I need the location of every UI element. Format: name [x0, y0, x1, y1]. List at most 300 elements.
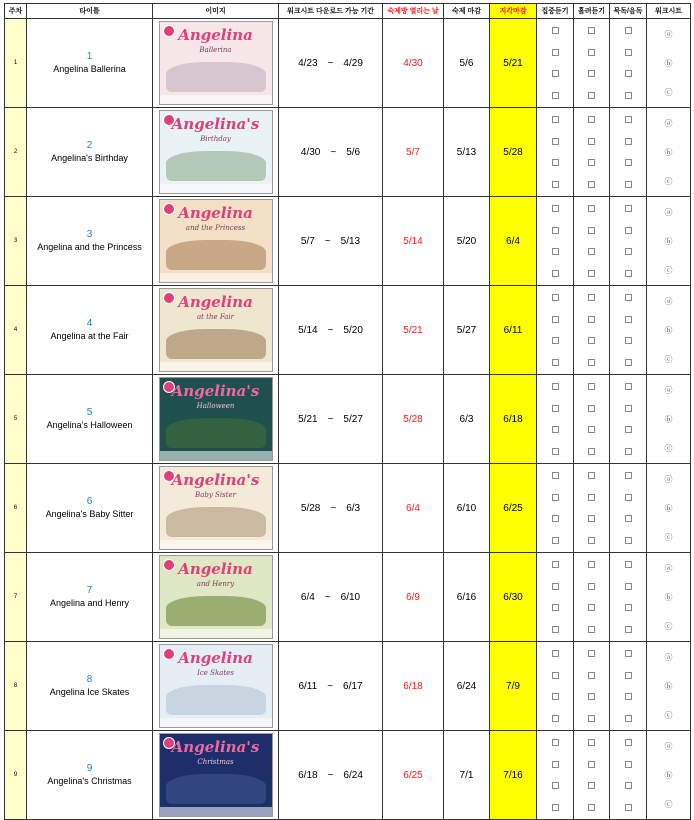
cover-title-main: Angelina	[178, 560, 253, 578]
checkbox[interactable]	[588, 116, 595, 123]
checkbox[interactable]	[625, 359, 632, 366]
period-tilde: ~	[327, 57, 334, 69]
checkbox[interactable]	[552, 715, 559, 722]
cover-title-main: Angelina	[178, 293, 253, 311]
book-number[interactable]: 5	[86, 407, 93, 418]
book-title: Angelina and the Princess	[37, 242, 142, 252]
cover-illustration	[166, 62, 266, 92]
listen-focus-checks	[537, 553, 574, 642]
cover-title	[160, 206, 272, 236]
checkbox[interactable]	[552, 205, 559, 212]
table-row	[5, 375, 691, 464]
checkbox[interactable]	[552, 337, 559, 344]
cover-cell	[153, 731, 279, 820]
worksheet-option[interactable]: ⓐ	[664, 741, 673, 751]
listen-focus-checks	[537, 731, 574, 820]
cover-cell	[153, 197, 279, 286]
checkbox[interactable]	[588, 248, 595, 255]
worksheet-option[interactable]: ⓐ	[664, 474, 673, 484]
checkbox[interactable]	[588, 337, 595, 344]
header-listen-bg: 흘려듣기	[574, 4, 610, 19]
checkbox[interactable]	[625, 604, 632, 611]
worksheet-option[interactable]: ⓒ	[664, 532, 673, 542]
checkbox[interactable]	[552, 804, 559, 811]
cover-title-sub: Ballerina	[199, 46, 232, 54]
worksheet-cell	[647, 464, 691, 553]
worksheet-option[interactable]: ⓐ	[664, 296, 673, 306]
checkbox[interactable]	[625, 561, 632, 568]
book-number[interactable]: 8	[86, 674, 93, 685]
checkbox[interactable]	[588, 494, 595, 501]
checkbox[interactable]	[625, 650, 632, 657]
checkbox[interactable]	[588, 448, 595, 455]
title-cell	[27, 197, 153, 286]
cover-title-sub: and the Princess	[185, 224, 246, 232]
checkbox[interactable]	[588, 138, 595, 145]
checkbox[interactable]	[625, 804, 632, 811]
checkbox[interactable]	[625, 782, 632, 789]
cover-illustration	[166, 774, 266, 804]
checkbox[interactable]	[588, 739, 595, 746]
worksheet-option[interactable]: ⓒ	[664, 176, 673, 186]
due-date: 6/10	[444, 464, 490, 553]
listen-focus-checks	[537, 642, 574, 731]
checkbox[interactable]	[625, 583, 632, 590]
read-aloud-checks	[610, 375, 647, 464]
worksheet-option[interactable]: ⓐ	[664, 29, 673, 39]
book-number[interactable]: 6	[86, 496, 93, 507]
open-day: 5/21	[383, 286, 444, 375]
week-number: 2	[5, 108, 27, 197]
cover-title-main: Angelina's	[171, 382, 260, 400]
cover-cell	[153, 19, 279, 108]
cover-title-sub: Christmas	[197, 758, 234, 766]
checkbox[interactable]	[552, 92, 559, 99]
cover-title-main: Angelina	[178, 204, 253, 222]
worksheet-option[interactable]: ⓒ	[664, 621, 673, 631]
cover-author-strip	[160, 95, 272, 104]
period-start: 4/23	[298, 57, 318, 69]
checkbox[interactable]	[625, 337, 632, 344]
worksheet-option[interactable]: ⓐ	[664, 385, 673, 395]
checkbox[interactable]	[588, 693, 595, 700]
checkbox[interactable]	[625, 383, 632, 390]
checkbox[interactable]	[625, 693, 632, 700]
period-end: 6/17	[343, 680, 363, 692]
checkbox[interactable]	[625, 294, 632, 301]
listen-bg-checks	[574, 731, 610, 820]
checkbox[interactable]	[552, 515, 559, 522]
checkbox[interactable]	[552, 405, 559, 412]
checkbox[interactable]	[625, 181, 632, 188]
period-end: 5/27	[343, 413, 363, 425]
due-date: 5/13	[444, 108, 490, 197]
checkbox[interactable]	[625, 227, 632, 234]
cover-title-sub: and Henry	[196, 580, 235, 588]
checkbox[interactable]	[552, 782, 559, 789]
checkbox[interactable]	[552, 70, 559, 77]
open-day: 6/18	[383, 642, 444, 731]
worksheet-period-cell	[279, 731, 383, 820]
checkbox[interactable]	[588, 270, 595, 277]
book-cover-image	[159, 466, 273, 550]
checkbox[interactable]	[588, 27, 595, 34]
checkbox[interactable]	[552, 494, 559, 501]
checkbox[interactable]	[625, 316, 632, 323]
checkbox[interactable]	[552, 27, 559, 34]
worksheet-cell	[647, 108, 691, 197]
book-title: Angelina's Birthday	[51, 153, 128, 163]
book-cover-image	[159, 110, 273, 194]
period-start: 6/18	[298, 769, 318, 781]
checkbox[interactable]	[625, 472, 632, 479]
week-number: 6	[5, 464, 27, 553]
worksheet-option[interactable]: ⓒ	[664, 443, 673, 453]
worksheet-option[interactable]: ⓑ	[664, 58, 673, 68]
checkbox[interactable]	[552, 537, 559, 544]
checkbox[interactable]	[625, 138, 632, 145]
checkbox[interactable]	[552, 426, 559, 433]
header-worksheet-period: 워크시트 다운로드 가능 기간	[279, 4, 383, 19]
title-cell	[27, 731, 153, 820]
worksheet-option[interactable]: ⓑ	[664, 236, 673, 246]
checkbox[interactable]	[588, 626, 595, 633]
checkbox[interactable]	[552, 561, 559, 568]
listen-focus-checks	[537, 464, 574, 553]
checkbox[interactable]	[625, 761, 632, 768]
cover-author-strip	[160, 451, 272, 460]
book-number[interactable]: 3	[86, 229, 93, 240]
checkbox[interactable]	[552, 227, 559, 234]
checkbox[interactable]	[588, 650, 595, 657]
checkbox[interactable]	[552, 383, 559, 390]
cover-author-strip	[160, 273, 272, 282]
header-worksheet: 워크시트	[647, 4, 691, 19]
checkbox[interactable]	[588, 715, 595, 722]
cover-author-strip	[160, 718, 272, 727]
open-day: 5/7	[383, 108, 444, 197]
checkbox[interactable]	[552, 159, 559, 166]
cover-cell	[153, 108, 279, 197]
checkbox[interactable]	[588, 383, 595, 390]
read-aloud-checks	[610, 731, 647, 820]
listen-bg-checks	[574, 464, 610, 553]
cover-title-main: Angelina	[178, 26, 253, 44]
worksheet-option[interactable]: ⓑ	[664, 681, 673, 691]
table-row	[5, 464, 691, 553]
checkbox[interactable]	[625, 537, 632, 544]
checkbox[interactable]	[588, 472, 595, 479]
due-date: 5/6	[444, 19, 490, 108]
worksheet-option[interactable]: ⓑ	[664, 592, 673, 602]
checkbox[interactable]	[625, 205, 632, 212]
period-tilde: ~	[330, 502, 337, 514]
table-row	[5, 731, 691, 820]
checkbox[interactable]	[588, 537, 595, 544]
period-tilde: ~	[327, 680, 334, 692]
listen-focus-checks	[537, 197, 574, 286]
due-date: 6/24	[444, 642, 490, 731]
worksheet-option[interactable]: ⓑ	[664, 147, 673, 157]
book-number[interactable]: 7	[86, 585, 93, 596]
cover-cell	[153, 642, 279, 731]
schedule-table	[4, 3, 691, 820]
book-cover-image	[159, 377, 273, 461]
checkbox[interactable]	[552, 650, 559, 657]
checkbox[interactable]	[588, 782, 595, 789]
checkbox[interactable]	[588, 205, 595, 212]
period-tilde: ~	[324, 235, 331, 247]
book-title: Angelina Ice Skates	[49, 687, 130, 697]
checkbox[interactable]	[552, 672, 559, 679]
book-title: Angelina's Baby Sitter	[45, 509, 134, 519]
title-cell	[27, 108, 153, 197]
cover-illustration	[166, 596, 266, 626]
worksheet-option[interactable]: ⓒ	[664, 799, 673, 809]
cover-illustration	[166, 329, 266, 359]
checkbox[interactable]	[625, 494, 632, 501]
checkbox[interactable]	[588, 761, 595, 768]
worksheet-option[interactable]: ⓒ	[664, 87, 673, 97]
worksheet-period-cell	[279, 197, 383, 286]
checkbox[interactable]	[552, 472, 559, 479]
cover-title-sub: at the Fair	[196, 313, 235, 321]
period-end: 5/20	[343, 324, 363, 336]
checkbox[interactable]	[625, 405, 632, 412]
checkbox[interactable]	[552, 138, 559, 145]
header-read-aloud: 묵독/음독	[610, 4, 647, 19]
checkbox[interactable]	[588, 672, 595, 679]
checkbox[interactable]	[625, 515, 632, 522]
worksheet-option[interactable]: ⓑ	[664, 414, 673, 424]
due-date: 6/16	[444, 553, 490, 642]
cover-cell	[153, 375, 279, 464]
due-date: 5/27	[444, 286, 490, 375]
period-start: 5/21	[298, 413, 318, 425]
checkbox[interactable]	[588, 515, 595, 522]
checkbox[interactable]	[625, 248, 632, 255]
worksheet-option[interactable]: ⓐ	[664, 652, 673, 662]
open-day: 6/9	[383, 553, 444, 642]
checkbox[interactable]	[552, 448, 559, 455]
cover-author-strip	[160, 540, 272, 549]
checkbox[interactable]	[588, 49, 595, 56]
header-image: 이미지	[153, 4, 279, 19]
checkbox[interactable]	[588, 804, 595, 811]
cover-title	[160, 562, 272, 592]
late-due-date: 7/16	[490, 731, 537, 820]
checkbox[interactable]	[552, 583, 559, 590]
listen-bg-checks	[574, 375, 610, 464]
cover-title	[160, 651, 272, 681]
title-cell	[27, 286, 153, 375]
cover-title-sub: Ice Skates	[197, 669, 234, 677]
checkbox[interactable]	[625, 672, 632, 679]
worksheet-option[interactable]: ⓑ	[664, 325, 673, 335]
period-tilde: ~	[330, 146, 337, 158]
title-cell	[27, 464, 153, 553]
worksheet-option[interactable]: ⓒ	[664, 710, 673, 720]
worksheet-cell	[647, 19, 691, 108]
read-aloud-checks	[610, 464, 647, 553]
period-end: 4/29	[343, 57, 363, 69]
checkbox[interactable]	[552, 626, 559, 633]
period-end: 6/3	[346, 502, 361, 514]
period-tilde: ~	[327, 413, 334, 425]
title-cell	[27, 19, 153, 108]
worksheet-period-cell	[279, 286, 383, 375]
checkbox[interactable]	[625, 159, 632, 166]
worksheet-option[interactable]: ⓐ	[664, 207, 673, 217]
checkbox[interactable]	[588, 426, 595, 433]
checkbox[interactable]	[588, 359, 595, 366]
table-row	[5, 286, 691, 375]
open-day: 6/25	[383, 731, 444, 820]
cover-author-strip	[160, 807, 272, 816]
late-due-date: 6/30	[490, 553, 537, 642]
book-cover-image	[159, 733, 273, 817]
worksheet-option[interactable]: ⓑ	[664, 770, 673, 780]
checkbox[interactable]	[625, 92, 632, 99]
checkbox[interactable]	[552, 761, 559, 768]
checkbox[interactable]	[588, 561, 595, 568]
book-number[interactable]: 4	[86, 318, 93, 329]
read-aloud-checks	[610, 286, 647, 375]
late-due-date: 6/25	[490, 464, 537, 553]
title-cell	[27, 375, 153, 464]
read-aloud-checks	[610, 642, 647, 731]
worksheet-period-cell	[279, 108, 383, 197]
cover-author-strip	[160, 362, 272, 371]
table-row	[5, 19, 691, 108]
cover-title-main: Angelina's	[171, 471, 260, 489]
checkbox[interactable]	[552, 294, 559, 301]
title-cell	[27, 553, 153, 642]
cover-illustration	[166, 418, 266, 448]
checkbox[interactable]	[552, 181, 559, 188]
period-start: 5/7	[300, 235, 315, 247]
checkbox[interactable]	[625, 448, 632, 455]
worksheet-cell	[647, 375, 691, 464]
checkbox[interactable]	[625, 426, 632, 433]
cover-illustration	[166, 240, 266, 270]
checkbox[interactable]	[552, 248, 559, 255]
checkbox[interactable]	[588, 159, 595, 166]
checkbox[interactable]	[588, 70, 595, 77]
checkbox[interactable]	[552, 359, 559, 366]
worksheet-option[interactable]: ⓒ	[664, 354, 673, 364]
open-day: 5/28	[383, 375, 444, 464]
worksheet-option[interactable]: ⓒ	[664, 265, 673, 275]
listen-bg-checks	[574, 19, 610, 108]
checkbox[interactable]	[552, 739, 559, 746]
checkbox[interactable]	[588, 583, 595, 590]
period-end: 5/13	[340, 235, 361, 247]
week-number: 1	[5, 19, 27, 108]
checkbox[interactable]	[588, 604, 595, 611]
cover-title-sub: Baby Sister	[195, 491, 236, 499]
period-start: 6/11	[298, 680, 318, 692]
book-number[interactable]: 2	[86, 140, 93, 151]
period-end: 6/24	[343, 769, 363, 781]
book-cover-image	[159, 644, 273, 728]
due-date: 6/3	[444, 375, 490, 464]
worksheet-period-cell	[279, 19, 383, 108]
header-late-due: 지각마감	[490, 4, 537, 19]
checkbox[interactable]	[625, 27, 632, 34]
book-title: Angelina at the Fair	[50, 331, 129, 341]
header-title: 타이틀	[27, 4, 153, 19]
cover-title	[160, 295, 272, 325]
checkbox[interactable]	[625, 739, 632, 746]
table-row	[5, 553, 691, 642]
period-end: 6/10	[340, 591, 361, 603]
late-due-date: 6/11	[490, 286, 537, 375]
cover-title	[160, 28, 272, 58]
checkbox[interactable]	[588, 92, 595, 99]
cover-cell	[153, 464, 279, 553]
cover-illustration	[166, 151, 266, 181]
checkbox[interactable]	[588, 227, 595, 234]
cover-title-sub: Birthday	[200, 135, 231, 143]
read-aloud-checks	[610, 197, 647, 286]
worksheet-option[interactable]: ⓑ	[664, 503, 673, 513]
checkbox[interactable]	[552, 49, 559, 56]
checkbox[interactable]	[625, 49, 632, 56]
header-week: 주차	[5, 4, 27, 19]
title-cell	[27, 642, 153, 731]
header-row	[5, 4, 691, 19]
checkbox[interactable]	[588, 316, 595, 323]
due-date: 5/20	[444, 197, 490, 286]
worksheet-option[interactable]: ⓐ	[664, 563, 673, 573]
checkbox[interactable]	[552, 604, 559, 611]
checkbox[interactable]	[625, 70, 632, 77]
checkbox[interactable]	[552, 270, 559, 277]
checkbox[interactable]	[588, 405, 595, 412]
period-tilde: ~	[324, 591, 331, 603]
week-number: 5	[5, 375, 27, 464]
checkbox[interactable]	[625, 626, 632, 633]
week-number: 7	[5, 553, 27, 642]
cover-title-sub: Halloween	[196, 402, 235, 410]
worksheet-period-cell	[279, 642, 383, 731]
checkbox[interactable]	[552, 116, 559, 123]
checkbox[interactable]	[625, 270, 632, 277]
period-end: 5/6	[346, 146, 361, 158]
book-number[interactable]: 9	[86, 763, 93, 774]
listen-bg-checks	[574, 197, 610, 286]
worksheet-cell	[647, 553, 691, 642]
checkbox[interactable]	[552, 693, 559, 700]
checkbox[interactable]	[552, 316, 559, 323]
checkbox[interactable]	[625, 116, 632, 123]
cover-title-main: Angelina	[178, 649, 253, 667]
checkbox[interactable]	[625, 715, 632, 722]
worksheet-cell	[647, 642, 691, 731]
read-aloud-checks	[610, 553, 647, 642]
checkbox[interactable]	[588, 294, 595, 301]
week-number: 8	[5, 642, 27, 731]
late-due-date: 5/21	[490, 19, 537, 108]
period-start: 5/14	[298, 324, 318, 336]
checkbox[interactable]	[588, 181, 595, 188]
worksheet-option[interactable]: ⓐ	[664, 118, 673, 128]
cover-title-main: Angelina's	[171, 738, 260, 756]
book-number[interactable]: 1	[86, 51, 93, 62]
listen-bg-checks	[574, 286, 610, 375]
week-number: 9	[5, 731, 27, 820]
